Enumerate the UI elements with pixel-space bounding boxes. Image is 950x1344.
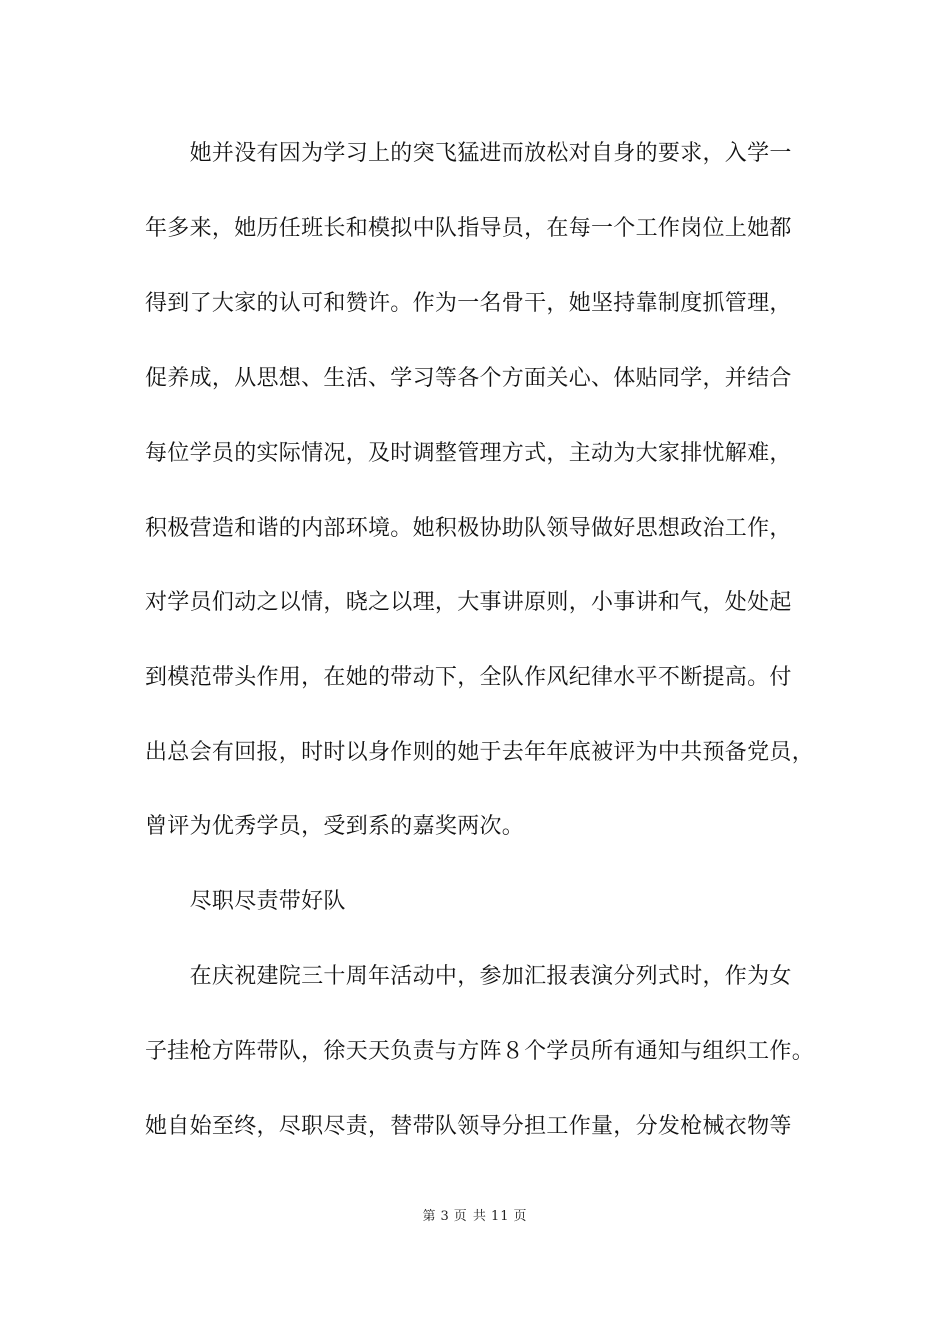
text-line-3: 得到了大家的认可和赞许。作为一名骨干，她坚持靠制度抓管理，	[145, 291, 792, 316]
text-line-4: 促养成，从思想、生活、学习等各个方面关心、体贴同学，并结合	[145, 366, 792, 391]
text-line-6: 积极营造和谐的内部环境。她积极协助队领导做好思想政治工作，	[145, 516, 792, 541]
text-line-14: 她自始至终，尽职尽责，替带队领导分担工作量，分发枪械衣物等	[145, 1114, 792, 1139]
text-line-10: 曾评为优秀学员，受到系的嘉奖两次。	[145, 814, 525, 839]
footer-total-pages: 11	[490, 1209, 510, 1224]
footer-prefix: 第	[422, 1209, 437, 1224]
footer-suffix: 页	[513, 1209, 528, 1224]
text-line-8: 到模范带头作用，在她的带动下，全队作风纪律水平不断提高。付	[145, 665, 792, 690]
section-heading: 尽职尽责带好队	[145, 889, 346, 914]
page-footer	[0, 1208, 950, 1226]
text-line-13: 子挂枪方阵带队，徐天天负责与方阵８个学员所有通知与组织工作。	[145, 1039, 815, 1064]
text-line-7: 对学员们动之以情，晓之以理，大事讲原则，小事讲和气，处处起	[145, 590, 792, 615]
text-line-12: 在庆祝建院三十周年活动中，参加汇报表演分列式时，作为女	[145, 964, 792, 989]
footer-middle: 页 共	[453, 1209, 487, 1224]
text-line-9: 出总会有回报，时时以身作则的她于去年年底被评为中共预备党员，	[145, 740, 815, 765]
footer-current-page: 3	[440, 1209, 450, 1224]
text-line-2: 年多来，她历任班长和模拟中队指导员，在每一个工作岗位上她都	[145, 216, 792, 241]
text-line-5: 每位学员的实际情况，及时调整管理方式，主动为大家排忧解难，	[145, 441, 792, 466]
text-line-1: 她并没有因为学习上的突飞猛进而放松对自身的要求，入学一	[145, 141, 792, 166]
